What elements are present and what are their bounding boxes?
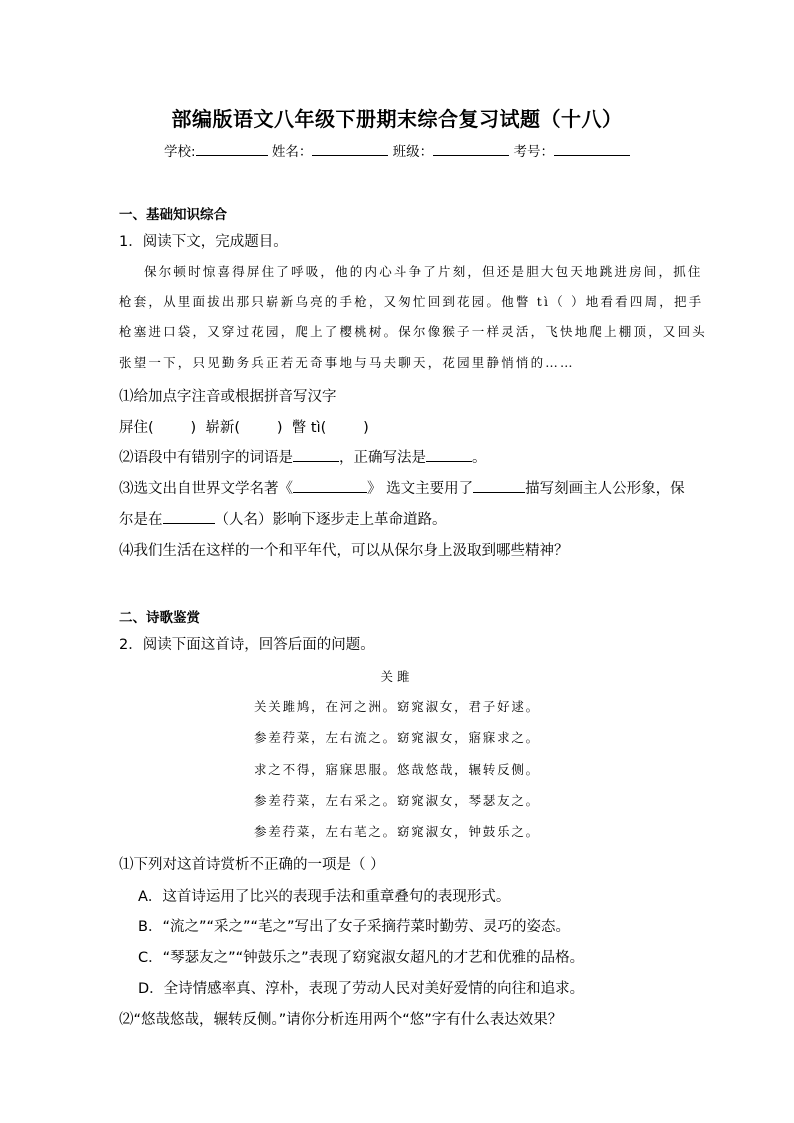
- q1-sub3-text: 描写刻画主人公形象，保: [525, 481, 685, 497]
- option-a[interactable]: A．这首诗运用了比兴的表现手法和重章叠句的表现形式。: [138, 889, 511, 905]
- q2-sub1: ⑴下列对这首诗赏析不正确的一项是（ ）: [119, 857, 385, 873]
- passage-line: 保尔顿时惊喜得屏住了呼吸，他的内心斗争了片刻，但还是胆大包天地跳进房间，抓住: [144, 264, 703, 279]
- q1-sub4: ⑷我们生活在这样的一个和平年代，可以从保尔身上汲取到哪些精神？: [119, 543, 569, 559]
- exam-number-field[interactable]: [554, 143, 630, 156]
- answer-blank[interactable]: [163, 511, 215, 524]
- q1-sub3-text: （人名）影响下逐步走上革命道路。: [214, 512, 447, 528]
- q1-sub3-text: 尔是在: [119, 512, 163, 528]
- q1-sub1: ⑴给加点字注音或根据拼音写汉字: [119, 389, 337, 405]
- poem-line: 求之不得，寤寐思服。悠哉悠哉，辗转反侧。: [253, 762, 540, 777]
- passage-line: 枪塞进口袋，又穿过花园，爬上了樱桃树。保尔像猴子一样灵活，飞快地爬上棚顶，又回头: [119, 324, 708, 339]
- answer-blank[interactable]: [426, 449, 472, 462]
- option-b[interactable]: B．“流之”“采之”“芼之”写出了女子采摘荇菜时勤劳、灵巧的姿态。: [138, 919, 571, 935]
- q1-sub2: [119, 446, 487, 467]
- poem-line: 参差荇菜，左右芼之。窈窕淑女，钟鼓乐之。: [253, 824, 540, 839]
- name-field[interactable]: [312, 143, 388, 156]
- name-label: 姓名：: [271, 144, 313, 160]
- question-1-intro: 1．阅读下文，完成题目。: [119, 234, 288, 250]
- q1-sub2-text: ，正确写法是: [339, 450, 426, 466]
- q1-sub2-text: ⑵语段中有错别字的词语是: [119, 450, 293, 466]
- poem-title: 关雎: [380, 669, 414, 684]
- passage-line: 张望一下，只见勤务兵正若无奇事地与马夫聊天，花园里静悄悄的……: [119, 355, 575, 370]
- school-label: 学校:: [164, 144, 196, 160]
- school-field[interactable]: [196, 143, 268, 156]
- poem-line: 参差荇菜，左右采之。窈窕淑女，琴瑟友之。: [253, 793, 540, 808]
- q1-sub2-text: 。: [472, 450, 487, 466]
- passage-line: 枪套，从里面拔出那只崭新乌亮的手枪，又匆忙回到花园。他瞥 tì（ ）地看看四周，把手: [119, 294, 704, 309]
- page-title: 部编版语文八年级下册期末综合复习试题（十八）: [171, 107, 623, 131]
- class-label: 班级：: [392, 144, 434, 160]
- student-info-line: [0, 140, 794, 160]
- section-heading-poetry: 二、诗歌鉴赏: [119, 610, 200, 626]
- option-d[interactable]: D．全诗情感率真、淳朴，表现了劳动人民对美好爱情的向往和追求。: [138, 981, 585, 997]
- class-field[interactable]: [433, 143, 509, 156]
- answer-blank[interactable]: [473, 480, 525, 493]
- q1-sub3: [119, 477, 685, 498]
- poem-line: 参差荇菜，左右流之。窈窕淑女，寤寐求之。: [253, 730, 540, 745]
- answer-blank[interactable]: [293, 480, 367, 493]
- exam-number-label: 考号：: [513, 144, 554, 160]
- answer-blank[interactable]: [293, 449, 339, 462]
- q1-sub1-items: 屏住( ) 崭新( ) 瞥 tì( ): [119, 420, 369, 436]
- q2-sub2: ⑵“悠哉悠哉，辗转反侧。”请你分析连用两个“悠”字有什么表达效果？: [119, 1012, 563, 1028]
- section-heading-basic: 一、基础知识综合: [119, 207, 227, 223]
- option-c[interactable]: C．“琴瑟友之”“钟鼓乐之”表现了窈窕淑女超凡的才艺和优雅的品格。: [138, 950, 585, 966]
- question-2-intro: 2．阅读下面这首诗，回答后面的问题。: [119, 637, 375, 653]
- q1-sub3-text: 》 选文主要用了: [367, 481, 474, 497]
- q1-sub3-text: ⑶选文出自世界文学名著《: [119, 481, 293, 497]
- poem-line: 关关雎鸠，在河之洲。窈窕淑女，君子好逑。: [253, 699, 540, 714]
- q1-sub3-line2: [119, 508, 447, 529]
